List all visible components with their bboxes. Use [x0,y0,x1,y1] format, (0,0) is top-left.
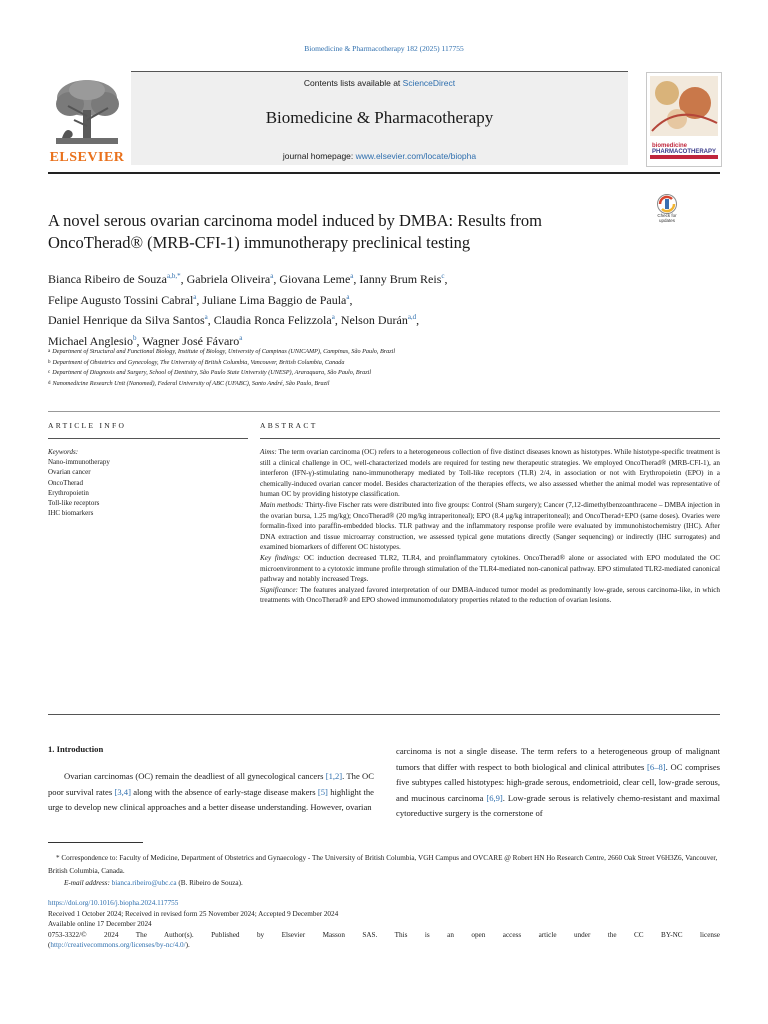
body-text: highlight the urge to develop new clinical approaches and a better disease understanding. However, ovarian [48,786,374,813]
received-dates: Received 1 October 2024; Received in revised form 25 November 2024; Accepted 9 December 2024 [48,909,339,918]
license-line: (http://creativecommons.org/licenses/by-nc/4.0/). [48,941,190,950]
email-link[interactable]: bianca.ribeiro@ubc.ca [111,879,177,887]
cover-title: biomedicine PHARMACOTHERAPY [652,143,717,155]
citation-link[interactable]: [6,9] [486,792,503,803]
license-suffix: ). [185,941,190,950]
author-affiliation-marker[interactable]: a [270,272,274,280]
author[interactable] [48,272,181,286]
masthead-bottom-rule [48,172,720,174]
author-name: Claudia Ronca Felizzola [213,313,332,327]
author-affiliation-marker[interactable]: a [350,272,354,280]
keywords-label: Keywords: [48,448,79,456]
author[interactable] [48,334,136,348]
citation-link[interactable]: [1,2] [325,771,343,781]
email-suffix: (B. Ribeiro de Souza). [176,879,243,887]
author-name: Michael Anglesio [48,333,133,348]
keyword-item: Erythropoietin [48,488,89,497]
affiliation-marker: a [48,349,51,354]
abstract-bottom-rule [48,714,720,715]
body-text: carcinoma is not a single disease. The term refers to a heterogeneous group of malignant tumors that differ with respect to both biological and clinical attributes [396,746,720,772]
keyword-item: Nano-immunotherapy [48,458,110,467]
citation-link[interactable]: [3,4] [114,786,131,797]
abstract-paragraph [260,500,720,553]
available-online: Available online 17 December 2024 [48,920,152,929]
abstract-section-text: The features analyzed favored interpretation of our DMBA-induced tumor model as predominantly low-grade, serous carcinoma-like, in which treatments with OncoTherad® and EPO showed immunomodulatory properties related to the reduction of ovarian lesions. [260,585,720,605]
keywords-block [48,447,248,518]
author-affiliation-marker[interactable]: a [346,292,350,301]
elsevier-tree-icon [48,76,126,148]
correspondence-footnote [48,852,720,890]
abstract-section-text: OC induction decreased TLR2, TLR4, and proinflammatory cytokines. OncoTherad® alone or associated with EPO modulated the OC microenvironment to a cytotoxic immune profile through stimulation of the TLR4-mediated non-canonical pathway. EPO stimulated TLR2-mediated canonical pathway and notably increased Tregs. [260,553,720,584]
affiliation-marker: b [48,359,51,365]
intro-paragraph-2 [396,744,720,822]
author[interactable] [341,313,416,327]
homepage-prefix: journal homepage: [282,151,356,161]
abstract-heading: ABSTRACT [260,421,318,430]
affiliation-text: Nanomedicine Research Unit (Nanomed), Federal University of ABC (UFABC), Santo André, São Paulo, Brazil [52,379,330,387]
author-name: Ianny Brum Reis [359,272,442,286]
author-name: Bianca Ribeiro de Souza [48,272,167,286]
abstract-section-label: Key findings: [260,553,301,562]
contents-line [131,78,628,88]
author-list: Bianca Ribeiro de Souza$^{a,b,*}$, Gabriela Oliveira$^a$, Giovana Leme$^a$, Ianny Brum Reis$^c$, Felipe Augusto Tossini Cabral$^a$, Juliane Lima Baggio de Paula$^a$, Daniel Henrique da Silva Santos$^a$, Claudia Ronca Felizzola$^a$, Nelson Durán$^{a,d}$, Michael Anglesio$^b$, Wagner José Fávaro$^a$ [48,272,448,348]
abstract-paragraph [260,585,720,606]
author-affiliation-marker[interactable]: b [132,333,137,342]
author-name: Gabriela Oliveira [186,272,271,286]
author-name: Giovana Leme [279,272,351,286]
author-affiliation-marker[interactable]: a,d [407,313,417,321]
check-for-updates-button[interactable] [646,193,688,229]
affiliation-marker: c [48,370,51,376]
elsevier-wordmark: ELSEVIER [49,150,125,165]
author-affiliation-marker[interactable]: a [193,292,197,301]
author-affiliation-marker[interactable]: c [441,272,445,280]
author[interactable] [202,293,349,307]
author[interactable] [142,334,242,348]
abstract-rule [260,438,720,439]
correspondence-text: * Correspondence to: Faculty of Medicine, Department of Obstetrics and Gynaecology - The University of British Columbia, VGH Campus and OVCARE @ Robert HN Ho Research Centre, 2660 Oak Street V6H3Z6, Vancouver, British Columbia, Canada. [48,854,718,875]
affiliation-item [48,368,708,379]
abstract-paragraph [260,553,720,585]
keyword-item: OncoTherad [48,478,83,487]
article-info-rule [48,438,248,439]
author[interactable] [214,313,335,327]
keyword-item: Toll-like receptors [48,499,100,508]
abstract-section-text: The term ovarian carcinoma (OC) refers to a heterogeneous collection of five distinct diseases known as histotypes. While histotype-specific treatment is still a clinical challenge in OC, well-characterized models are required for testing new therapeutic strategies. We employed OncoTherad® (MRB-CFI-1), an interferon (IFN-γ)-stimulating nano-immunotherapy mediated by Toll-like receptors (TLR) 2/4, in association or not with Erythropoietin (EPO) in a chemically-induced ovarian cancer model. Besides characterization of the therapies effects, we also assessed whether the animal model was representative of human OC by providing histotype classification. [260,448,720,499]
email-label: E-mail address: [64,879,112,887]
citation-link[interactable]: [6–8] [647,761,666,772]
abstract-body [260,447,720,606]
intro-left-column [48,769,374,816]
journal-cover[interactable] [646,72,722,167]
affiliation-text: Department of Structural and Functional Biology, Institute of Biology, University of Campinas (UNICAMP), Campinas, São Paulo, Brazil [52,348,396,355]
author[interactable] [279,272,353,286]
author-affiliation-marker[interactable]: a [239,333,243,342]
sciencedirect-link[interactable]: ScienceDirect [402,78,456,88]
affiliation-divider [48,411,720,412]
author-name: Nelson Durán [340,313,408,327]
author-name: Wagner José Fávaro [142,333,240,348]
keyword-item: Ovarian cancer [48,468,91,477]
email-line [48,877,720,890]
abstract-section-label: Significance: [260,585,298,594]
author[interactable] [48,293,196,307]
author-affiliation-marker[interactable]: a,b,* [166,272,181,280]
body-text: . OC comprises five subtypes called histotypes: high-grade serous, endometrioid, clear cell, low-grade serous, and mucinous carcinoma [396,761,720,803]
license-link[interactable]: http://creativecommons.org/licenses/by-nc/4.0/ [50,941,186,950]
body-text: . Low-grade serous is relatively chemo-resistant and maximal cytoreductive surgery is the cornerstone of [396,792,720,819]
doi-link[interactable]: https://doi.org/10.1016/j.biopha.2024.117755 [48,899,179,907]
author-name: Daniel Henrique da Silva Santos [48,313,205,327]
keyword-item: IHC biomarkers [48,509,94,518]
affiliation-text: Department of Obstetrics and Gynecology, The University of British Columbia, Vancouver, British Columbia, Canada [52,358,345,366]
affiliation-marker: d [48,380,51,386]
affiliation-item [48,347,708,358]
intro-paragraph-1 [48,769,374,816]
footnote-rule [48,842,143,843]
citation-link[interactable]: [5] [317,786,328,797]
affiliation-list [48,347,708,389]
affiliation-item [48,358,708,369]
introduction-heading: 1. Introduction [48,744,104,754]
article-info-heading: ARTICLE INFO [48,421,127,430]
author[interactable] [187,272,274,286]
author-affiliation-marker[interactable]: a [331,313,335,321]
affiliation-item [48,379,708,390]
author-name: Juliane Lima Baggio de Paula [202,292,347,307]
publication-metadata [48,898,720,951]
check-updates-icon [646,193,688,215]
journal-title: Biomedicine & Pharmacotherapy [265,108,494,127]
check-updates-label: Check for updates [657,213,677,223]
author-affiliation-marker[interactable]: a [204,313,208,321]
abstract-section-text: Thirty-five Fischer rats were distributed into five groups: Control (Sham surgery); Cancer (7,12-dimethylbenzoanthracene – DMBA injection in the ovarian bursa, 1.25 mg/kg); OncoTherad® (20 mg/kg intraperitoneal); EPO (8.4 μg/kg intraperitoneal); and OncoTherad+EPO (same doses). Ovaries were formalin-fixed into paraffin-embedded blocks. TLR pathway and the inflammatory response profile were evaluated by immunohistochemistry (IHC). After DNA extraction and tissue microarray construction, we assessed typical gene mutations directly (Sanger sequencing) or indirectly (IHC surrogates) and examined biomarkers of different OC histotypes. [260,500,720,552]
author[interactable] [48,313,208,327]
contents-prefix: Contents lists available at [303,78,403,88]
abstract-paragraph [260,447,720,500]
abstract-section-label: Main methods: [260,500,304,509]
running-head[interactable]: Biomedicine & Pharmacotherapy 182 (2025) 117755 [304,44,464,53]
affiliation-text: Department of Diagnosis and Surgery, School of Dentistry, São Paulo State University (UNESP), Araraquara, São Paulo, Brazil [52,369,372,377]
body-text: Ovarian carcinomas (OC) remain the deadliest of all gynecological cancers [64,771,326,781]
body-text: along with the absence of early-stage disease makers [130,786,318,797]
article-title: A novel serous ovarian carcinoma model induced by DMBA: Results from OncoTherad® (MRB-CFI-1) immunotherapy preclinical testing [48,211,542,252]
homepage-line [131,151,628,161]
elsevier-logo[interactable] [48,76,126,166]
author[interactable] [359,272,444,286]
abstract-section-label: Aims: [260,448,277,456]
body-text: . The OC poor survival rates [48,771,374,797]
intro-right-column [396,744,720,822]
license-text: 0753-3322/© 2024 The Author(s). Published by Elsevier Masson SAS. This is an open access article under the CC BY-NC license [48,930,720,939]
homepage-link[interactable]: www.elsevier.com/locate/biopha [355,151,477,161]
author-name: Felipe Augusto Tossini Cabral [48,292,194,307]
